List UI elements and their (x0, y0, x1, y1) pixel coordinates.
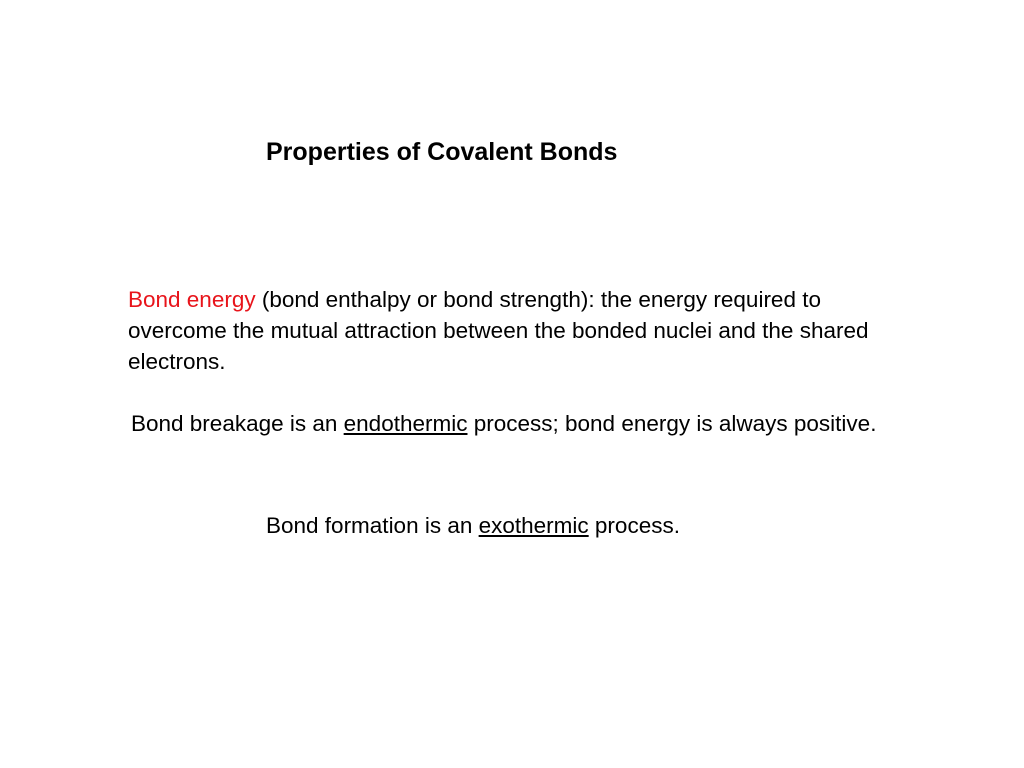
bond-formation-text-before: Bond formation is an (266, 513, 479, 538)
bond-energy-definition-text: (bond enthalpy or bond strength): the energy required to overcome the mutual attraction between the bonded nuclei and the shared electrons. (128, 287, 869, 374)
bond-breakage-text-after: process; bond energy is always positive. (467, 411, 877, 436)
bond-formation-statement (266, 510, 866, 541)
bond-formation-text-after: process. (588, 513, 680, 538)
endothermic-keyword: endothermic (343, 411, 468, 436)
bond-energy-term: Bond energy (128, 287, 256, 312)
bond-breakage-statement (131, 408, 911, 439)
bond-energy-definition (128, 284, 918, 377)
bond-breakage-text-before: Bond breakage is an (131, 411, 344, 436)
slide-title: Properties of Covalent Bonds (266, 138, 618, 166)
exothermic-keyword: exothermic (478, 513, 589, 538)
